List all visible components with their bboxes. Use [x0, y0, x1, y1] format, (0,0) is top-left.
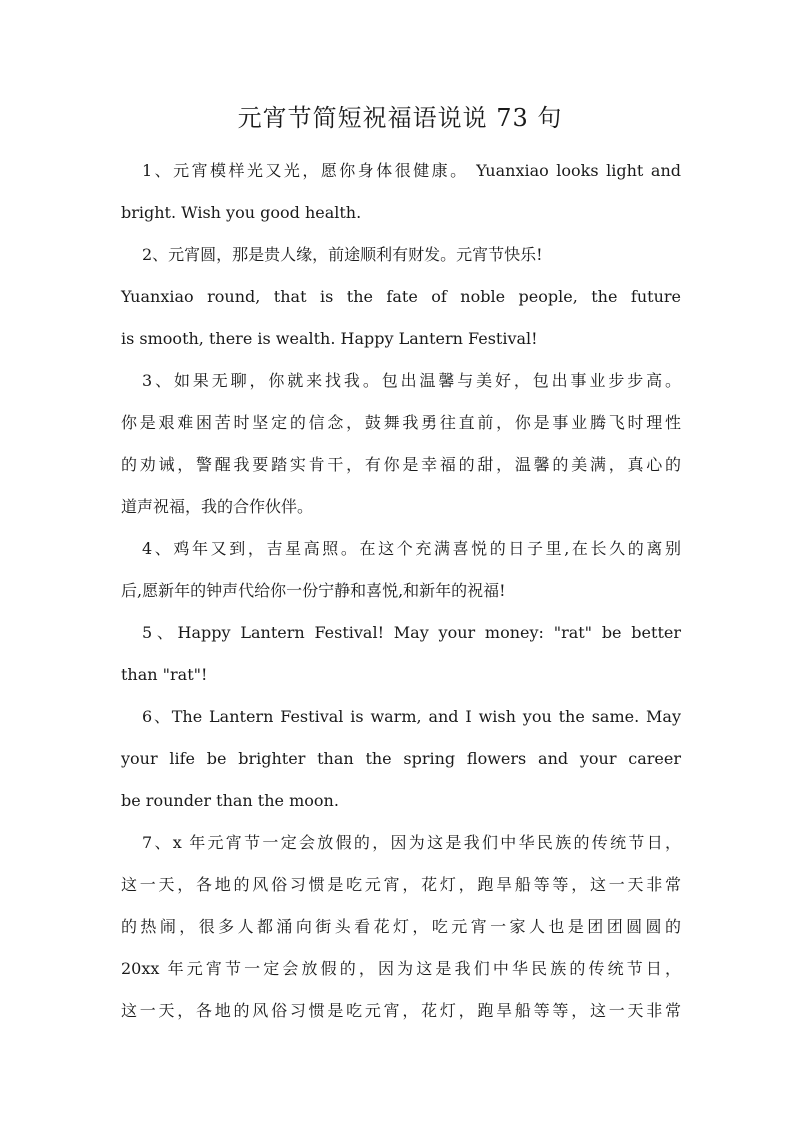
text-line: 你是艰难困苦时坚定的信念，鼓舞我勇往直前，你是事业腾飞时理性 — [121, 413, 681, 432]
text-line: Yuanxiao round, that is the fate of noble people, the future — [121, 287, 681, 306]
text-line: 20xx 年元宵节一定会放假的，因为这是我们中华民族的传统节日， — [121, 959, 681, 978]
blessing-paragraph-4 — [121, 528, 681, 612]
text-line: be rounder than the moon. — [121, 791, 339, 810]
blessing-paragraph-2-translation — [121, 276, 681, 360]
text-line: 后,愿新年的钟声代给你一份宁静和喜悦,和新年的祝福! — [121, 581, 506, 600]
text-line: 7、x 年元宵节一定会放假的，因为这是我们中华民族的传统节日， — [142, 833, 681, 852]
blessing-paragraph-6 — [121, 696, 681, 822]
text-line: is smooth, there is wealth. Happy Lantern Festival! — [121, 329, 538, 348]
text-line: 道声祝福，我的合作伙伴。 — [121, 497, 314, 516]
text-line: 4、鸡年又到，吉星高照。在这个充满喜悦的日子里,在长久的离别 — [142, 539, 681, 558]
text-line: 5、Happy Lantern Festival! May your money: "rat" be better — [142, 623, 681, 642]
text-line: 1、元宵模样光又光，愿你身体很健康。 Yuanxiao looks light and — [142, 161, 681, 180]
text-line: 这一天，各地的风俗习惯是吃元宵，花灯，跑旱船等等，这一天非常 — [121, 875, 681, 894]
blessing-paragraph-2 — [121, 234, 681, 276]
text-line: 3、如果无聊，你就来找我。包出温馨与美好，包出事业步步高。 — [142, 371, 681, 390]
document-title: 元宵节简短祝福语说说 73 句 — [237, 104, 563, 132]
blessing-paragraph-5 — [121, 612, 681, 696]
document-body — [121, 150, 681, 1032]
text-line: bright. Wish you good health. — [121, 203, 362, 222]
text-line: than "rat"! — [121, 665, 208, 684]
blessing-paragraph-1 — [121, 150, 681, 234]
text-line: 的劝诫，警醒我要踏实肯干，有你是幸福的甜，温馨的美满，真心的 — [121, 455, 681, 474]
text-line: your life be brighter than the spring flowers and your career — [121, 749, 681, 768]
text-line: 的热闹，很多人都涌向街头看花灯，吃元宵一家人也是团团圆圆的 — [121, 917, 681, 936]
text-line: 这一天，各地的风俗习惯是吃元宵，花灯，跑旱船等等，这一天非常 — [121, 1001, 681, 1020]
blessing-paragraph-3 — [121, 360, 681, 528]
text-line: 2、元宵圆，那是贵人缘，前途顺利有财发。元宵节快乐! — [142, 245, 543, 264]
blessing-paragraph-7 — [121, 822, 681, 1032]
text-line: 6、The Lantern Festival is warm, and I wish you the same. May — [142, 707, 681, 726]
